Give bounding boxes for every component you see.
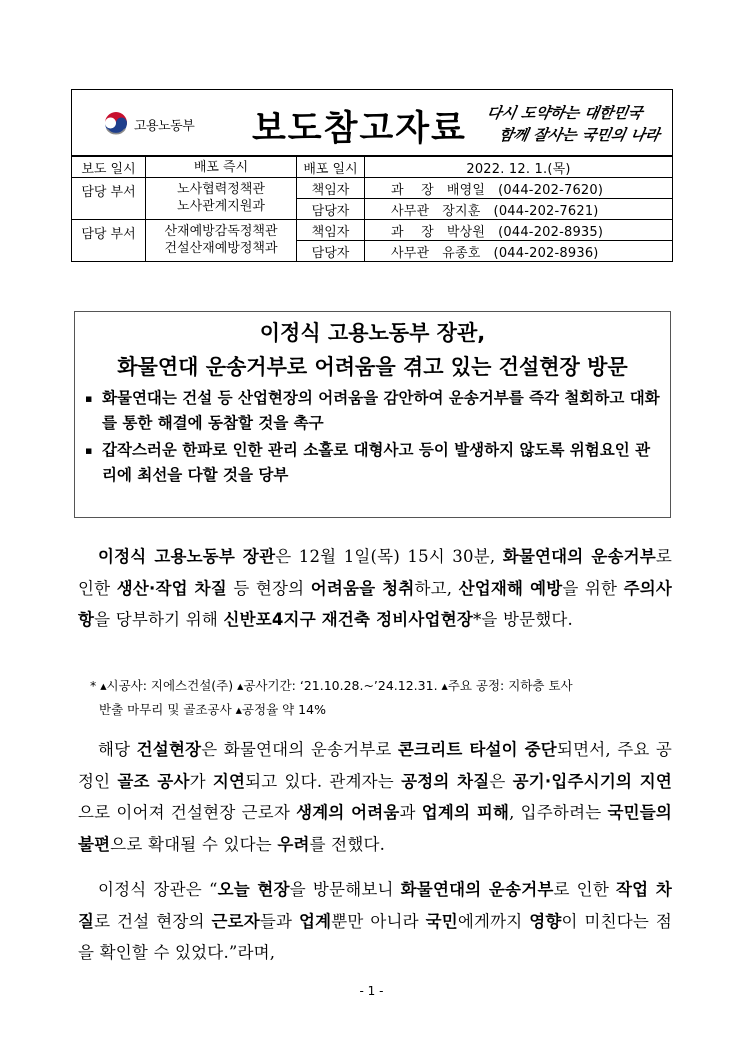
release-time-value: 배포 즉시 [146, 156, 297, 178]
summary-bullet [85, 386, 670, 436]
text-bold: 화물연대의 운송거부 [400, 880, 554, 899]
role-label: 책임자 [297, 178, 365, 199]
text-bold: 화물연대의 운송거부 [502, 547, 656, 566]
text-bold: 건설현장 [136, 740, 202, 759]
text-bold: 영향 [529, 911, 562, 931]
text-bold: 작업 차질 [78, 880, 672, 931]
text-bold: 근로자 [211, 911, 260, 931]
text-run: 뿐만 아니라 [331, 911, 426, 931]
contact-person: 사무관 장지훈 (044-202-7621) [365, 199, 673, 220]
press-info-table [71, 155, 673, 262]
text-run: 를 전했다. [309, 834, 386, 854]
text-run: 되면서, 주요 공정인 [78, 740, 673, 791]
text-run: , 입주하려는 [509, 803, 608, 822]
text-run: 은 12월 1일(목) 15시 30분, [275, 547, 503, 566]
text-bold: 생계의 어려움 [296, 803, 400, 822]
slogan-line-1: 다시 도약하는 대한민국 [485, 104, 644, 122]
summary-bullets [75, 386, 670, 488]
role-label: 담당자 [297, 241, 365, 262]
dept-name-line: 건설산재예방정책과 [164, 241, 278, 256]
text-run: 에게까지 [457, 911, 530, 931]
text-bold: 콘크리트 타설이 중단 [397, 740, 557, 759]
text-run: *을 방문했다. [472, 610, 574, 629]
summary-bullet [85, 438, 670, 488]
distribution-time-label: 배포 일시 [297, 156, 365, 178]
text-bold: 우려 [277, 834, 310, 854]
text-bold: 국민들의 불편 [78, 803, 673, 854]
body-paragraph-2 [78, 734, 672, 860]
text-run: 으로 이어져 건설현장 근로자 [78, 803, 297, 822]
text-bold: 업계 [298, 911, 332, 931]
contact-person: 과 장 배영일 (044-202-7620) [365, 178, 673, 199]
text-run: 을 당부하기 위해 [94, 610, 224, 629]
body-paragraph-1 [78, 541, 672, 636]
bullet-text: 갑작스러운 한파로 인한 관리 소홀로 대형사고 등이 발생하지 않도록 위험요인 관리에 최선을 다할 것을 당부 [102, 441, 651, 484]
text-run: 하고, [414, 578, 459, 598]
bullet-mark: ▪ [85, 444, 93, 457]
text-bold: 이정식 고용노동부 장관 [98, 547, 276, 566]
text-run: 으로 확대될 수 있다는 [110, 834, 278, 854]
text-bold: 지연 [212, 771, 246, 791]
body-paragraph-3 [78, 874, 672, 969]
dept-name-line: 노사협력정책관 [177, 182, 265, 197]
text-bold: 산업재해 예방 [458, 578, 563, 598]
government-slogan [487, 102, 672, 146]
page-number: - 1 - [359, 984, 384, 998]
text-bold: 공기·입주시기의 지연 [512, 771, 672, 791]
dept-label: 담당 부서 [72, 178, 146, 220]
site-footnote [90, 674, 672, 722]
logo-text: 고용노동부 [134, 118, 195, 134]
text-run: 해당 [98, 740, 137, 759]
text-run: 로 건설 현장의 [94, 911, 212, 931]
footnote-line-2: 반출 마무리 및 골조공사 ▴공정율 약 14% [99, 702, 326, 717]
text-run: 로 인한 [553, 880, 617, 899]
text-run: 들과 [259, 911, 299, 931]
headline-line-1: 이정식 고용노동부 장관, [259, 321, 486, 345]
dept-name [146, 178, 297, 220]
role-label: 담당자 [297, 199, 365, 220]
taegeuk-icon [102, 110, 130, 138]
slogan-line-2: 함께 잘사는 국민의 나라 [497, 126, 662, 144]
table-row [72, 220, 673, 241]
text-bold: 주의사항 [78, 578, 673, 629]
dept-label: 담당 부서 [72, 220, 146, 262]
text-bold: 업계의 피해 [421, 803, 510, 822]
text-bold: 신반포4지구 재건축 정비사업현장 [223, 610, 473, 629]
dept-name [146, 220, 297, 262]
dept-name-line: 노사관계지원과 [177, 199, 265, 214]
table-row [72, 178, 673, 199]
text-run: 을 위한 [562, 578, 624, 598]
text-run: 을 방문해보니 [289, 880, 401, 899]
text-run: 가 [189, 771, 213, 791]
document-type-title: 보도참고자료 [252, 109, 467, 149]
bullet-text: 화물연대는 건설 등 산업현장의 어려움을 감안하여 운송거부를 즉각 철회하고 대화를 통한 해결에 동참할 것을 촉구 [102, 389, 660, 432]
text-bold: 생산·작업 차질 [116, 578, 227, 598]
text-bold: 공정의 차질 [401, 771, 490, 791]
dept-name-line: 산재예방감독정책관 [164, 224, 278, 239]
text-run: 되고 있다. 관계자는 [245, 771, 402, 791]
footnote-line-1: * ▴시공사: 지에스건설(주) ▴공사기간: ‘21.10.28.~’24.12.31. ▴주요 공정: 지하층 토사 [90, 678, 573, 693]
text-run: 이 미친다는 점을 확인할 수 있었다.”라며, [78, 911, 672, 962]
distribution-time-value: 2022. 12. 1.(목) [365, 156, 673, 178]
headline-line-2: 화물연대 운송거부로 어려움을 겪고 있는 건설현장 방문 [117, 355, 628, 379]
text-run: 로 인한 [78, 547, 673, 598]
text-run: 은 [489, 771, 513, 791]
text-bold: 국민 [425, 911, 458, 931]
contact-person: 사무관 유종호 (044-202-8936) [365, 241, 673, 262]
contact-person: 과 장 박상원 (044-202-8935) [365, 220, 673, 241]
role-label: 책임자 [297, 220, 365, 241]
press-header [71, 89, 673, 156]
headline-summary-box [74, 311, 671, 518]
text-bold: 오늘 현장 [217, 880, 290, 899]
table-row [72, 156, 673, 178]
text-bold: 골조 공사 [117, 771, 190, 791]
ministry-logo [102, 109, 194, 139]
release-time-label: 보도 일시 [72, 156, 146, 178]
text-run: 이정식 장관은 “ [98, 880, 218, 899]
text-run: 은 화물연대의 운송거부로 [201, 740, 398, 759]
text-run: 등 현장의 [226, 578, 311, 598]
text-bold: 어려움을 청취 [310, 578, 415, 598]
text-run: 과 [399, 803, 422, 822]
bullet-mark: ▪ [85, 392, 93, 405]
